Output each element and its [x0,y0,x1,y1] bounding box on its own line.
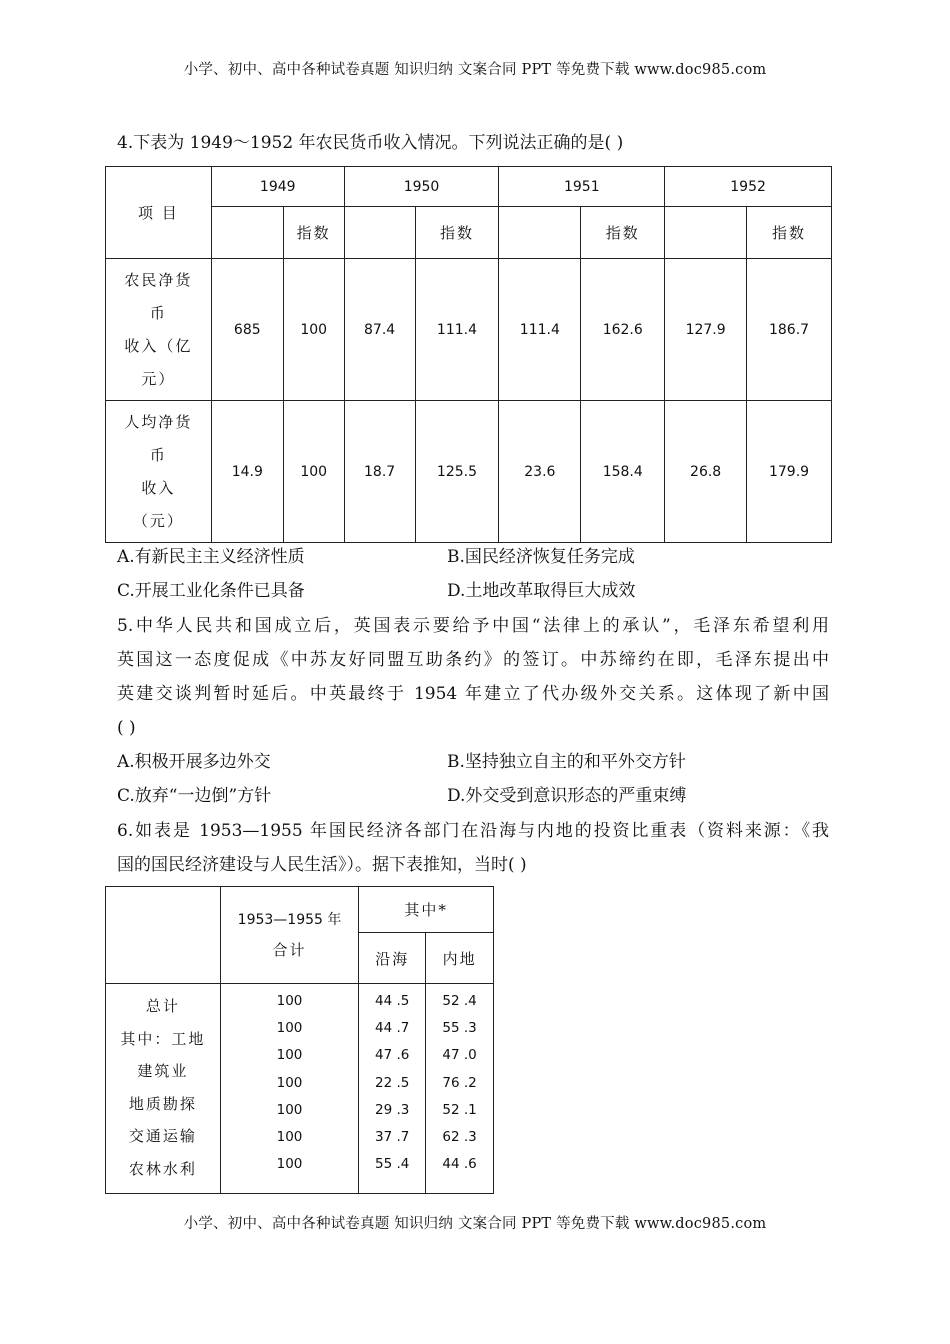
table-cell: 111.4 [499,259,581,401]
item-header: 项 目 [106,167,212,259]
total-value: 100 [276,1101,303,1118]
q4-option-a: A.有新民主主义经济性质 [117,547,305,567]
q4-income-table [105,166,832,543]
table-cell: 162.6 [581,259,665,401]
table-cell: 186.7 [747,259,832,401]
category-label: 其中：工地 [120,1029,206,1048]
inland-value: 52 .4 [442,993,477,1009]
index-subheader: 指数 [747,207,832,259]
coastal-value: 44 .5 [375,993,410,1009]
table-cell: 179.9 [747,401,832,543]
q5-stem-line-1: 5.中华人民共和国成立后，英国表示要给予中国“法律上的承认”，毛泽东希望利用 [117,616,829,636]
coastal-value: 22 .5 [375,1074,410,1091]
category-label: 农林水利 [128,1159,197,1178]
value-subheader [211,207,283,259]
inland-column [426,984,494,1194]
total-value: 100 [276,1156,303,1173]
year-header-1952: 1952 [665,167,832,207]
row-label-farmer-income: 农民净货 币 收入（亿 元） [106,259,212,401]
category-label: 建筑业 [137,1062,189,1080]
coastal-column [359,984,426,1194]
total-value: 100 [276,1074,303,1091]
table-cell: 100 [283,401,344,543]
q4-stem: 4.下表为 1949～1952 年农民货币收入情况。下列说法正确的是( ) [117,133,624,153]
value-subheader [499,207,581,259]
table-cell: 685 [211,259,283,401]
inland-header: 内地 [426,933,494,984]
q4-option-d: D.土地改革取得巨大成效 [447,581,636,601]
coastal-value: 29 .3 [375,1101,410,1118]
table-cell: 158.4 [581,401,665,543]
q4-option-b: B.国民经济恢复任务完成 [447,547,635,567]
table-cell: 125.5 [415,401,499,543]
table-cell: 23.6 [499,401,581,543]
inland-value: 47 .0 [442,1047,477,1064]
q5-option-c: C.放弃“一边倒”方针 [117,786,272,806]
year-header-1949: 1949 [211,167,344,207]
q5-option-b: B.坚持独立自主的和平外交方针 [447,752,686,772]
inland-value: 55 .3 [442,1020,477,1037]
inland-value: 52 .1 [442,1101,477,1118]
q5-stem-line-2: 英国这一态度促成《中苏友好同盟互助条约》的签订。中苏缔约在即，毛泽东提出中 [117,650,829,670]
inland-value: 76 .2 [442,1074,477,1091]
q6-stem-line-2: 国的国民经济建设与人民生活》）。据下表推知，当时( ) [117,855,527,875]
category-label: 交通运输 [128,1127,197,1145]
coastal-header: 沿海 [359,933,426,984]
year-header-1950: 1950 [344,167,499,207]
q5-stem-line-3: 英建交谈判暂时延后。中英最终于 1954 年建立了代办级外交关系。这体现了新中国 [117,684,829,704]
value-subheader [344,207,415,259]
total-header: 1953—1955 年 合计 [220,887,359,984]
q5-stem-line-4: ( ) [117,718,136,738]
table-cell: 26.8 [665,401,747,543]
coastal-value: 37 .7 [375,1128,410,1145]
total-value: 100 [276,993,303,1009]
table-cell: 100 [283,259,344,401]
year-header-1951: 1951 [499,167,665,207]
total-value: 100 [276,1020,303,1037]
coastal-value: 47 .6 [375,1047,410,1064]
page-header: 小学、初中、高中各种试卷真题 知识归纳 文案合同 PPT 等免费下载 www.doc985.com [183,62,767,78]
q4-option-c: C.开展工业化条件已具备 [117,581,305,601]
coastal-value: 44 .7 [375,1020,410,1037]
inland-value: 62 .3 [442,1128,477,1145]
table-cell: 87.4 [344,259,415,401]
coastal-value: 55 .4 [375,1156,410,1173]
page-footer: 小学、初中、高中各种试卷真题 知识归纳 文案合同 PPT 等免费下载 www.doc985.com [183,1216,767,1232]
category-label: 总计 [145,997,180,1015]
total-value: 100 [276,1128,303,1145]
inland-value: 44 .6 [442,1156,477,1173]
q6-investment-table [105,886,494,1194]
table-cell: 111.4 [415,259,499,401]
table-cell: 18.7 [344,401,415,543]
row-label-per-capita-income: 人均净货 币 收入 （元） [106,401,212,543]
value-subheader [665,207,747,259]
table-cell: 127.9 [665,259,747,401]
total-value: 100 [276,1047,303,1064]
q5-option-d: D.外交受到意识形态的严重束缚 [447,786,687,806]
index-subheader: 指数 [581,207,665,259]
category-header [106,887,221,984]
split-header: 其中* [359,887,494,933]
index-subheader: 指数 [415,207,499,259]
total-column [220,984,359,1194]
index-subheader: 指数 [283,207,344,259]
table-cell: 14.9 [211,401,283,543]
category-column [106,984,221,1194]
q6-stem-line-1: 6.如表是 1953—1955 年国民经济各部门在沿海与内地的投资比重表（资料来源：《我 [117,821,829,841]
q5-option-a: A.积极开展多边外交 [117,752,271,772]
category-label: 地质勘探 [128,1094,197,1113]
